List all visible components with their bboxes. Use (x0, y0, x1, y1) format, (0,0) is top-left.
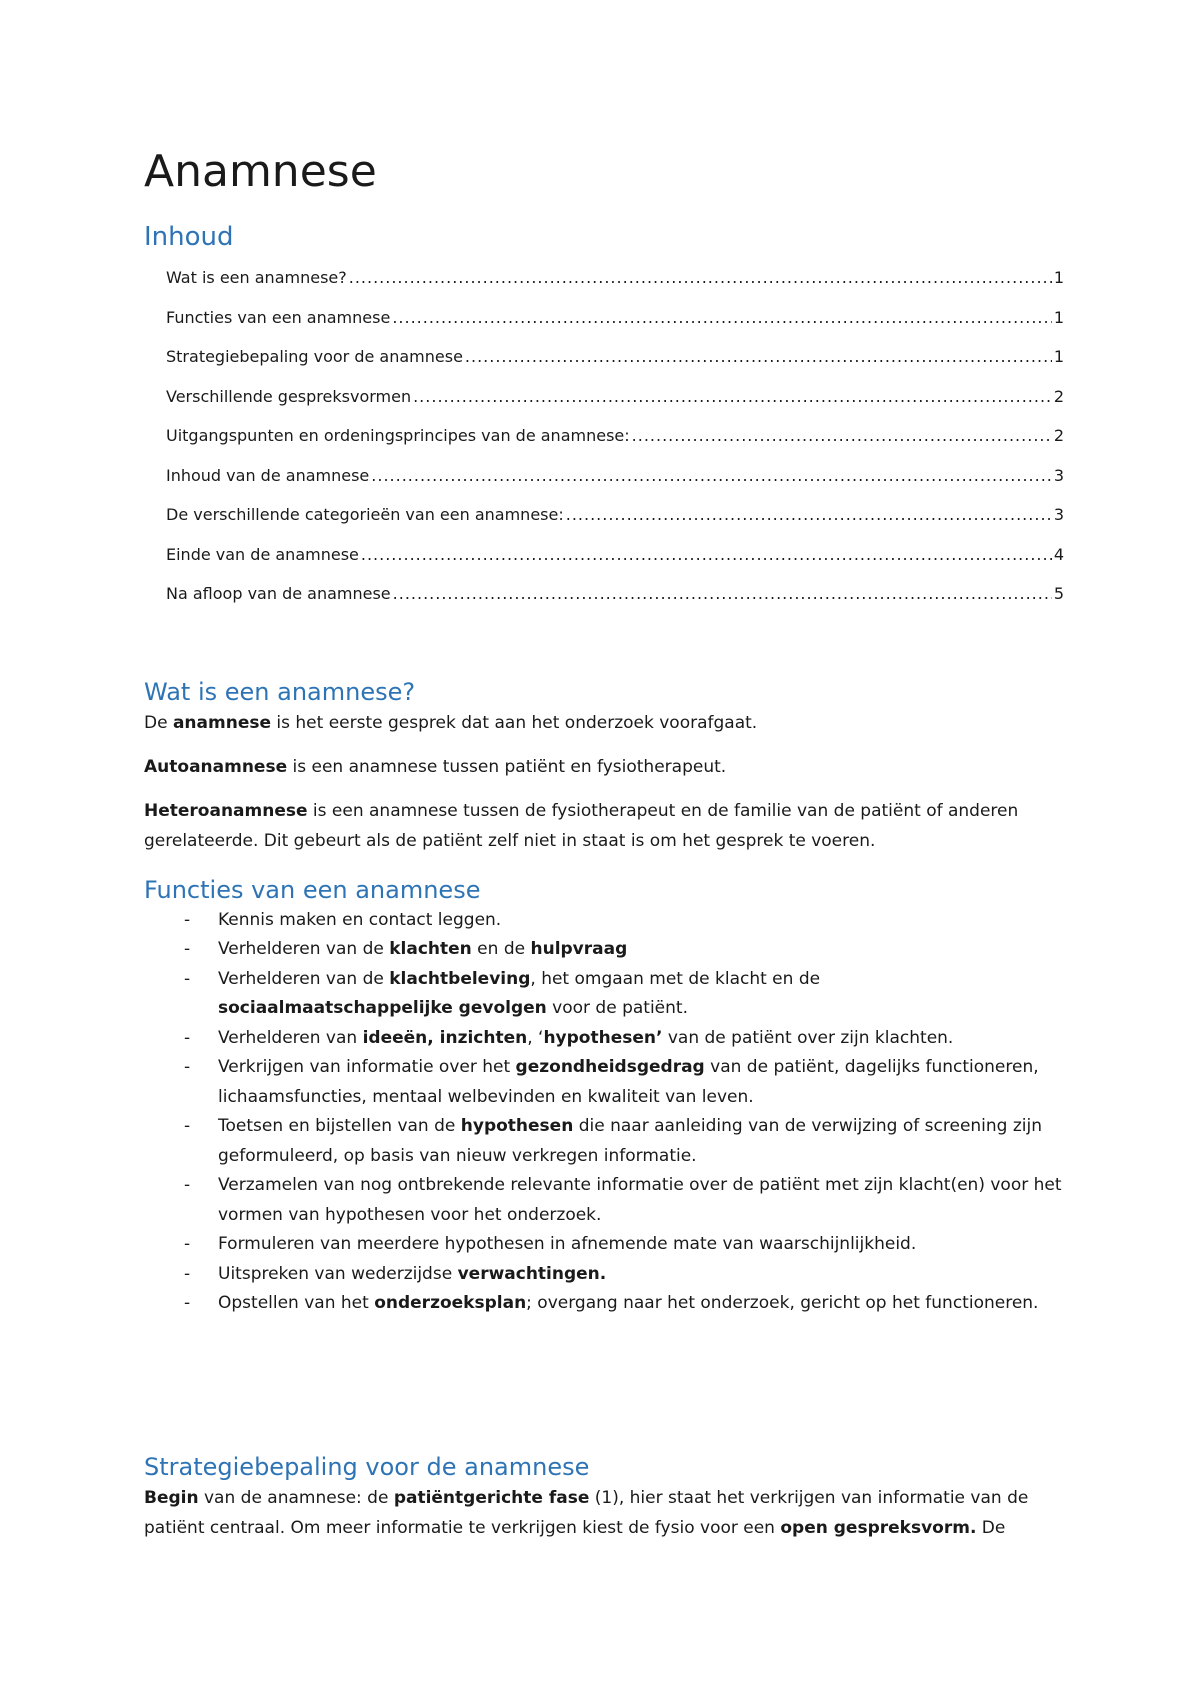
text-run: van de patiënt, dagelijks functioneren, lichaamsfuncties, mentaal welbevinden en kwaliteit van leven. (218, 1057, 1039, 1107)
toc-entry-label: Functies van een anamnese (166, 307, 391, 327)
text-run: van de anamnese: de (198, 1487, 394, 1508)
bold-term: hulpvraag (530, 939, 628, 959)
toc-entry-page: 1 (1053, 268, 1064, 287)
toc-leader-dots (393, 574, 1052, 614)
toc-leader-dots (371, 456, 1052, 496)
paragraph-anamnese-definition (144, 708, 1064, 738)
paragraph-autoanamnese (144, 752, 1064, 782)
text-run: De (144, 712, 173, 733)
toc-entry-page: 1 (1053, 347, 1064, 366)
list-item (144, 1112, 1064, 1171)
section-heading-strategiebepaling: Strategiebepaling voor de anamnese (144, 1452, 590, 1481)
document-page (144, 146, 1064, 1557)
toc-leader-dots (413, 377, 1052, 417)
bold-term: Begin (144, 1487, 199, 1508)
text-run: (1), hier staat het verkrijgen van informatie van de patiënt centraal. Om meer informatie te verkrijgen kiest de fysio voor een (144, 1487, 1029, 1538)
bold-term: hypothesen (460, 1116, 574, 1136)
text-run: , het omgaan met de klacht en de (530, 968, 821, 989)
text-run: Verhelderen van de (218, 939, 390, 959)
toc-leader-dots (361, 535, 1052, 575)
bold-term: open gespreksvorm. (780, 1517, 977, 1538)
document-title: Anamnese (144, 146, 377, 197)
toc-entry-page: 1 (1053, 307, 1064, 327)
bold-term: verwachtingen. (457, 1263, 607, 1284)
toc-entry-label: Wat is een anamnese? (166, 268, 347, 287)
text-run: is een anamnese tussen patiënt en fysiotherapeut. (287, 756, 727, 777)
section-heading-wat-is-een-anamnese: Wat is een anamnese? (144, 677, 416, 706)
text-run: van de patiënt over zijn klachten. (662, 1027, 954, 1048)
list-item (144, 1260, 1064, 1290)
toc-entry-label: Strategiebepaling voor de anamnese (166, 347, 463, 366)
toc-entry-label: Einde van de anamnese (166, 544, 359, 564)
bold-term: Autoanamnese (144, 756, 288, 777)
toc-entry-page: 2 (1053, 426, 1064, 445)
text-run: is een anamnese tussen de fysiotherapeut en de familie van de patiënt of anderen gerelateerde. Dit gebeurt als de patiënt zelf niet in staat is om het gesprek te voeren. (144, 800, 1019, 851)
text-run: Verzamelen van nog ontbrekende relevante informatie over de patiënt met zijn klacht(en) voor het vormen van hypothesen voor het onderzoek. (218, 1175, 1062, 1225)
bold-term: klachten (389, 939, 472, 959)
list-item (144, 1053, 1064, 1112)
toc-leader-dots (349, 258, 1052, 298)
bold-term: patiëntgerichte fase (393, 1487, 590, 1508)
toc-leader-dots (566, 495, 1052, 535)
text-run: Verhelderen van (218, 1027, 363, 1048)
table-of-contents (144, 258, 1064, 614)
text-run: Uitspreken van wederzijdse (218, 1263, 458, 1284)
bold-term: sociaalmaatschappelijke gevolgen (218, 998, 547, 1018)
toc-entry-page: 3 (1053, 505, 1064, 524)
toc-leader-dots (632, 416, 1052, 456)
toc-entry-label: Verschillende gespreksvormen (166, 386, 412, 406)
text-run: die naar aanleiding van de verwijzing of screening zijn geformuleerd, op basis van nieuw verkregen informatie. (218, 1116, 1043, 1166)
list-item (144, 1230, 1064, 1260)
bold-term: Heteroanamnese (144, 800, 308, 821)
toc-leader-dots (465, 337, 1052, 377)
text-run: is het eerste gesprek dat aan het onderzoek voorafgaat. (271, 712, 758, 733)
text-run: Kennis maken en contact leggen. (218, 909, 502, 930)
list-item (144, 1289, 1064, 1319)
list-item (144, 965, 1064, 1024)
text-run: , ‘ (527, 1027, 544, 1048)
toc-entry-wat-is-een-anamnese[interactable] (166, 258, 1064, 298)
toc-entry-page: 4 (1053, 544, 1064, 564)
bold-term: anamnese (172, 712, 271, 733)
text-run: Verhelderen van de (218, 968, 390, 989)
toc-entry-page: 2 (1053, 386, 1064, 406)
toc-entry-functies[interactable] (166, 298, 1064, 338)
paragraph-heteroanamnese (144, 796, 1064, 856)
bold-term: klachtbeleving (389, 968, 531, 989)
bold-term: gezondheidsgedrag (515, 1057, 705, 1077)
list-item (144, 1024, 1064, 1054)
toc-entry-uitgangspunten[interactable] (166, 416, 1064, 456)
toc-entry-page: 3 (1053, 465, 1064, 485)
toc-entry-na-afloop[interactable] (166, 574, 1064, 614)
bold-term: onderzoeksplan (374, 1293, 527, 1313)
toc-entry-label: Uitgangspunten en ordeningsprincipes van de anamnese: (166, 426, 630, 445)
section-heading-functies: Functies van een anamnese (144, 875, 481, 904)
toc-entry-gespreksvormen[interactable] (166, 377, 1064, 417)
list-item (144, 1171, 1064, 1230)
text-run: Toetsen en bijstellen van de (218, 1116, 461, 1136)
toc-entry-label: De verschillende categorieën van een anamnese: (166, 505, 564, 524)
toc-entry-strategiebepaling[interactable] (166, 337, 1064, 377)
text-run: ; overgang naar het onderzoek, gericht op het functioneren. (526, 1293, 1039, 1313)
list-item (144, 935, 1064, 965)
paragraph-strategie (144, 1483, 1064, 1543)
toc-leader-dots (392, 298, 1052, 338)
text-run: Formuleren van meerdere hypothesen in afnemende mate van waarschijnlijkheid. (218, 1234, 917, 1254)
toc-entry-inhoud[interactable] (166, 456, 1064, 496)
text-run: Opstellen van het (218, 1293, 375, 1313)
text-run: De (976, 1517, 1006, 1538)
toc-entry-categorieen[interactable] (166, 495, 1064, 535)
functies-list (144, 906, 1064, 1319)
text-run: voor de patiënt. (546, 998, 688, 1018)
toc-heading: Inhoud (144, 222, 234, 252)
text-run: en de (471, 939, 531, 959)
bold-term: hypothesen’ (543, 1027, 663, 1048)
toc-entry-label: Na afloop van de anamnese (166, 584, 391, 603)
toc-entry-einde[interactable] (166, 535, 1064, 575)
toc-entry-page: 5 (1053, 584, 1064, 603)
bold-term: ideeën, inzichten (362, 1027, 528, 1048)
toc-entry-label: Inhoud van de anamnese (166, 465, 370, 485)
list-item (144, 906, 1064, 936)
text-run: Verkrijgen van informatie over het (218, 1057, 516, 1077)
